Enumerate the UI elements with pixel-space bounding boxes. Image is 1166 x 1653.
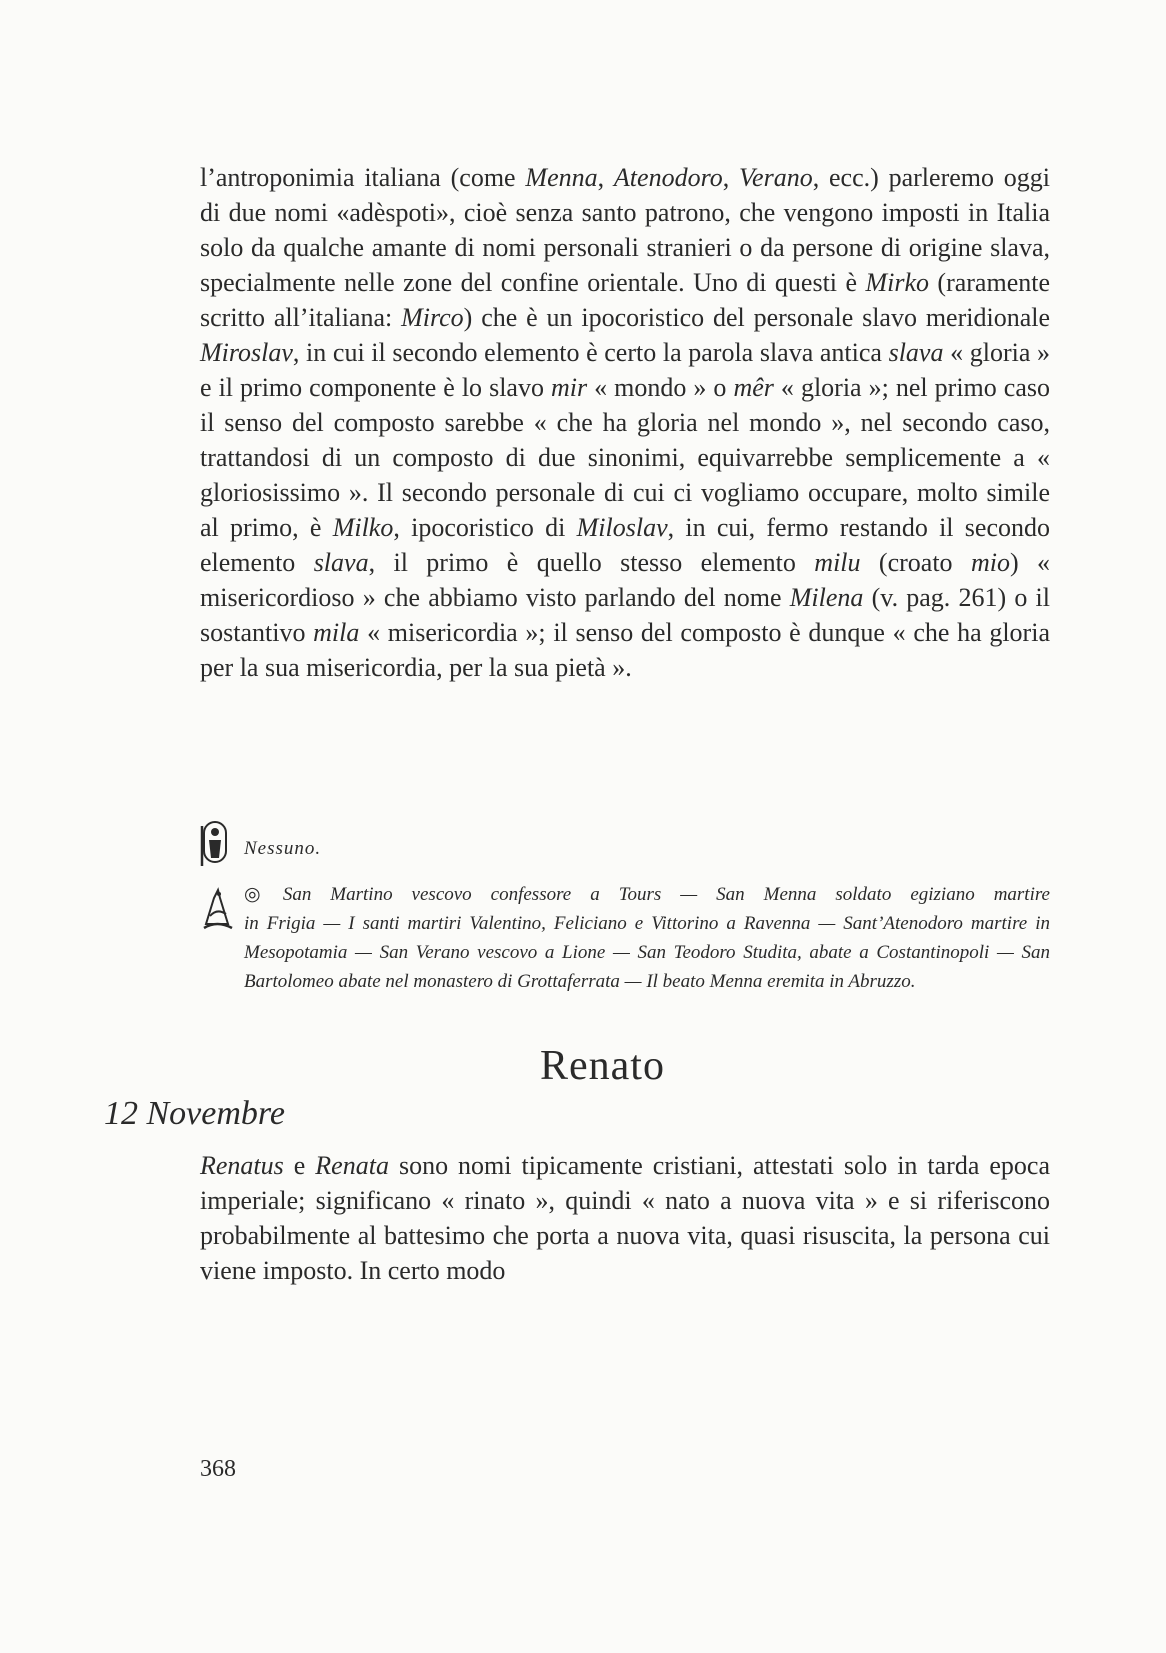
text-run: , ipocoristico di (393, 513, 577, 542)
word-italic: milu (814, 548, 861, 577)
name-italic: Renatus (200, 1151, 284, 1180)
text-run: ) « misericordioso » che abbiamo visto parlando del nome (200, 548, 1050, 612)
text-run: « gloria » e il primo componente è lo slavo (200, 338, 1050, 402)
circle-marker-icon: ◎ (244, 884, 275, 905)
name-italic: Verano (739, 163, 813, 192)
word-italic: mila (313, 618, 360, 647)
section-title: Renato (540, 1043, 665, 1089)
saints-text: in Frigia — I santi martiri Valentino, Feliciano e Vittorino a Ravenna — Sant’Atenodoro martire in Mesopotamia — San Verano vescovo a Lione — San Teodoro Studita, abate a Costantinopoli — San Bartolomeo abate nel monastero di Grottaferrata — Il beato Menna eremita in Abruzzo. (244, 913, 1050, 992)
word-italic: mir (550, 373, 588, 402)
word-italic: mio (970, 548, 1010, 577)
text-run: , in cui il secondo elemento è certo la parola slava antica (292, 338, 889, 367)
text-run: , ecc.) parleremo oggi di due nomi «adèspoti», cioè senza santo patrono, che vengono imposti in Italia solo da qualche amante di nomi personali stranieri o da persone di origine slava, specialmente nelle zone del confine orientale. Uno di questi è (200, 163, 1051, 297)
saint-figure-icon (200, 820, 234, 868)
text-run: sono nomi tipicamente cristiani, attestati solo in tarda epoca imperiale; significano « rinato », quindi « nato a nuova vita » e si riferiscono probabilmente al battesimo che porta a nuova vita, quasi risuscita, la persona cui viene imposto. In certo modo (200, 1151, 1050, 1285)
patron-note (200, 820, 1050, 876)
text-run: , il primo è quello stesso elemento (368, 548, 815, 577)
name-italic: Atenodoro (613, 163, 723, 192)
word-italic: slava (313, 548, 369, 577)
saints-text: San Martino vescovo confessore a Tours — San Menna soldato egiziano martire (282, 884, 1050, 905)
name-italic: Mirko (865, 268, 929, 297)
page-number: 368 (200, 1456, 236, 1482)
body-paragraph-renato (200, 1148, 1050, 1288)
name-italic: Milko (332, 513, 394, 542)
text-run: « misericordia »; il senso del composto è dunque « che ha gloria per la sua misericordia, per la sua pietà ». (200, 618, 1050, 682)
body-paragraph-nameday (200, 160, 1050, 685)
date-label: 12 Novembre (104, 1095, 285, 1132)
saints-first-line (244, 880, 1050, 909)
name-italic: Miroslav (200, 338, 293, 367)
text-run: , (597, 163, 614, 192)
text-run: , in cui, fermo restando il secondo elemento (200, 513, 1050, 577)
text-run: « mondo » o (587, 373, 734, 402)
text-run: (croato (860, 548, 971, 577)
name-italic: Miloslav (576, 513, 668, 542)
saints-continuation (200, 909, 1050, 996)
word-italic: mêr (733, 373, 774, 402)
name-italic: Mirco (401, 303, 464, 332)
name-italic: Menna (525, 163, 598, 192)
name-italic: Renata (315, 1151, 389, 1180)
text-run: , (722, 163, 740, 192)
text-run: ) che è un ipocoristico del personale slavo meridionale (463, 303, 1051, 332)
saints-of-the-day (200, 880, 1050, 1020)
text-run: « gloria »; nel primo caso il senso del composto sarebbe « che ha gloria nel mondo », nel secondo caso, trattandosi di un composto di due sinonimi, equivarrebbe semplicemente a « gloriosissimo ». Il secondo personale di cui ci vogliamo occupare, molto simile al primo, è (200, 373, 1050, 542)
name-italic: Milena (789, 583, 864, 612)
text-run: l’antroponimia italiana (come (200, 163, 526, 192)
patron-none-text: Nessuno. (244, 838, 322, 859)
text-run: (v. pag. 261) o il sostantivo (200, 583, 1050, 647)
text-run: (raramente scritto all’italiana: (200, 268, 1050, 332)
word-italic: slava (888, 338, 944, 367)
text-run: e (283, 1151, 316, 1180)
